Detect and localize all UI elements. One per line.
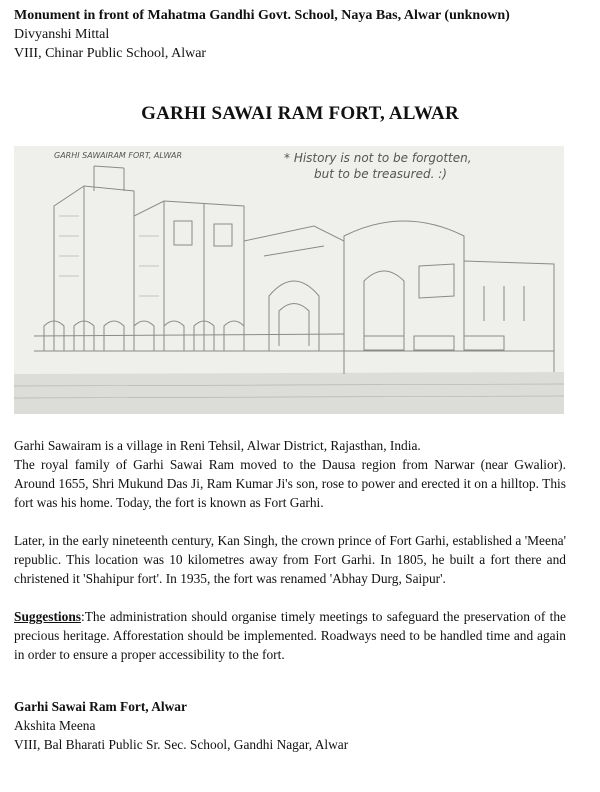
paragraph-intro	[14, 436, 566, 512]
sketch-label: GARHI SAWAIRAM FORT, ALWAR	[54, 151, 183, 160]
footer-school: VIII, Bal Bharati Public Sr. Sec. School, Gandhi Nagar, Alwar	[14, 737, 349, 752]
sketch-quote-line1: * History is not to be forgotten,	[284, 151, 472, 165]
suggestions-text: :The administration should organise timely meetings to safeguard the preservation of the precious heritage. Afforestation should be implemented. Roadways need to be handled time and again in order to ensure a proper accessibility to the fort.	[14, 609, 566, 662]
fort-sketch-drawing	[14, 146, 564, 414]
header-credit	[14, 6, 510, 63]
paragraph-3: Later, in the early nineteenth century, Kan Singh, the crown prince of Fort Garhi, established a 'Meena' republic. This location was 10 kilometres away from Fort Garhi. In 1805, he built a fort there and christened it 'Shahipur fort'. In 1935, the fort was renamed 'Abhay Durg, Saipur'.	[14, 533, 566, 586]
suggestions-paragraph	[14, 607, 566, 664]
paragraph-2: The royal family of Garhi Sawai Ram moved to the Dausa region from Narwar (near Gwalior). Around 1655, Shri Mukund Das Ji, Ram Kumar Ji's son, rose to power and erected it on a hilltop. This fort was his home. Today, the fort is known as Fort Garhi.	[14, 457, 566, 510]
header-caption: Monument in front of Mahatma Gandhi Govt. School, Naya Bas, Alwar (unknown)	[14, 8, 510, 23]
footer-caption: Garhi Sawai Ram Fort, Alwar	[14, 699, 187, 714]
fort-sketch-image	[14, 146, 564, 414]
paragraph-1: Garhi Sawairam is a village in Reni Tehsil, Alwar District, Rajasthan, India.	[14, 438, 421, 453]
article-body	[14, 436, 566, 664]
suggestions-label: Suggestions	[14, 609, 81, 624]
header-school: VIII, Chinar Public School, Alwar	[14, 46, 207, 61]
sketch-quote-line2: but to be treasured. :)	[314, 167, 447, 181]
footer-author: Akshita Meena	[14, 718, 96, 733]
footer-credit	[14, 697, 348, 754]
header-author: Divyanshi Mittal	[14, 27, 110, 42]
page-title: GARHI SAWAI RAM FORT, ALWAR	[141, 103, 459, 124]
